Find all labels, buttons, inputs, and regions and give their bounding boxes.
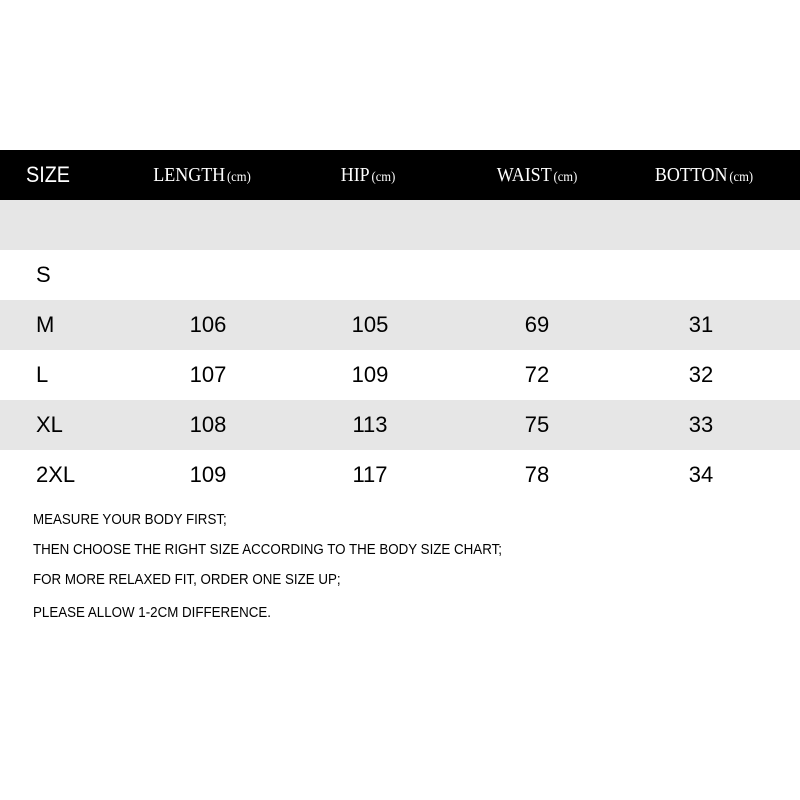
- table-row: [0, 200, 800, 250]
- row-size: L: [36, 362, 49, 387]
- row-waist: 72: [524, 362, 550, 387]
- row-botton: 34: [688, 462, 714, 487]
- row-waist: [497, 200, 577, 250]
- table-row: [0, 350, 800, 400]
- header-size: SIZE: [26, 162, 71, 187]
- row-waist: 75: [524, 412, 550, 437]
- row-hip: 113: [352, 412, 388, 437]
- row-size: S: [36, 262, 51, 287]
- header-botton-label: BOTTON: [654, 164, 728, 186]
- header-botton-unit: (cm): [729, 170, 754, 185]
- row-waist: 78: [524, 462, 550, 487]
- row-size: M: [36, 312, 55, 337]
- note-line: THEN CHOOSE THE RIGHT SIZE ACCORDING TO THE BODY SIZE CHART;: [33, 542, 502, 558]
- row-botton: 31: [688, 312, 714, 337]
- size-chart-header: [0, 150, 800, 200]
- row-size: 2XL: [36, 462, 76, 487]
- row-botton: 32: [688, 362, 714, 387]
- header-waist: [465, 150, 609, 200]
- row-length: [168, 250, 248, 300]
- table-row: [0, 450, 800, 500]
- header-hip-label: HIP: [340, 164, 370, 186]
- header-length: [130, 150, 274, 200]
- note-line: PLEASE ALLOW 1-2CM DIFFERENCE.: [33, 605, 271, 621]
- table-row: [0, 400, 800, 450]
- table-row: [0, 250, 800, 300]
- header-waist-label: WAIST: [496, 164, 552, 186]
- row-length: 109: [189, 462, 227, 487]
- row-hip: 117: [352, 462, 388, 487]
- note-line: MEASURE YOUR BODY FIRST;: [33, 512, 227, 528]
- row-hip: 105: [351, 312, 389, 337]
- row-botton: [661, 200, 741, 250]
- row-hip: [330, 200, 410, 250]
- header-hip-unit: (cm): [371, 170, 396, 185]
- header-waist-unit: (cm): [553, 170, 578, 185]
- row-hip: 109: [351, 362, 389, 387]
- table-row: [0, 300, 800, 350]
- row-length: 107: [189, 362, 227, 387]
- row-hip: [330, 250, 410, 300]
- row-length: 106: [189, 312, 227, 337]
- header-hip: [296, 150, 440, 200]
- row-botton: 33: [688, 412, 714, 437]
- note-line: FOR MORE RELAXED FIT, ORDER ONE SIZE UP;: [33, 572, 341, 588]
- row-length: 108: [189, 412, 227, 437]
- row-length: [168, 200, 248, 250]
- row-size: XL: [36, 412, 63, 437]
- size-notes: [33, 508, 502, 631]
- header-length-unit: (cm): [226, 170, 251, 185]
- row-waist: [497, 250, 577, 300]
- header-botton: [632, 150, 776, 200]
- row-botton: [661, 250, 741, 300]
- header-length-label: LENGTH: [153, 164, 226, 186]
- row-waist: 69: [524, 312, 550, 337]
